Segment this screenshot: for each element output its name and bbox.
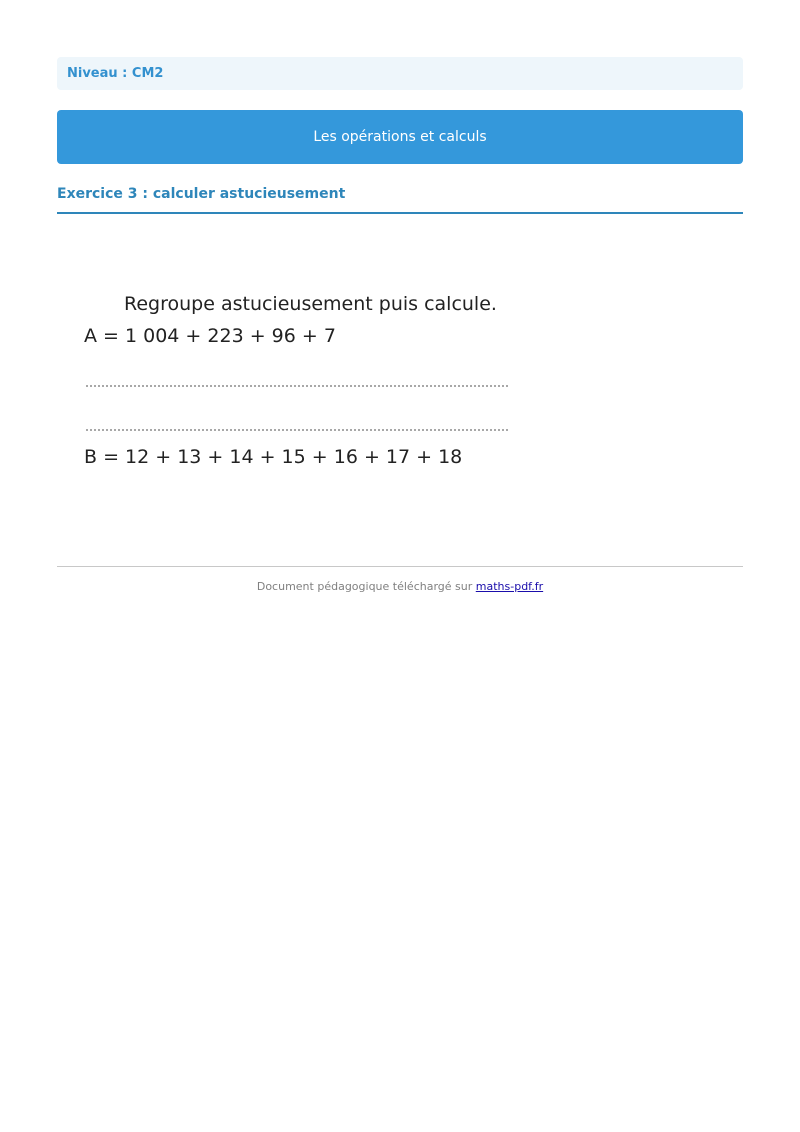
exercise-instruction: Regroupe astucieusement puis calcule. xyxy=(124,293,497,315)
footer xyxy=(0,580,800,593)
answer-line-1 xyxy=(86,385,508,387)
topic-banner xyxy=(57,110,743,164)
expression-a: A = 1 004 + 223 + 96 + 7 xyxy=(84,325,336,347)
exercise-title: Exercice 3 : calculer astucieusement xyxy=(57,186,346,202)
level-label: Niveau : CM2 xyxy=(67,66,164,81)
footer-text: Document pédagogique téléchargé sur xyxy=(256,580,473,593)
expression-b: B = 12 + 13 + 14 + 15 + 16 + 17 + 18 xyxy=(84,446,463,468)
topic-title: Les opérations et calculs xyxy=(313,129,487,145)
exercise-worksheet xyxy=(78,285,518,480)
answer-line-2 xyxy=(86,429,508,431)
level-box xyxy=(57,57,743,90)
exercise-divider xyxy=(57,212,743,214)
footer-link[interactable]: maths-pdf.fr xyxy=(475,580,544,593)
footer-divider xyxy=(57,566,743,567)
